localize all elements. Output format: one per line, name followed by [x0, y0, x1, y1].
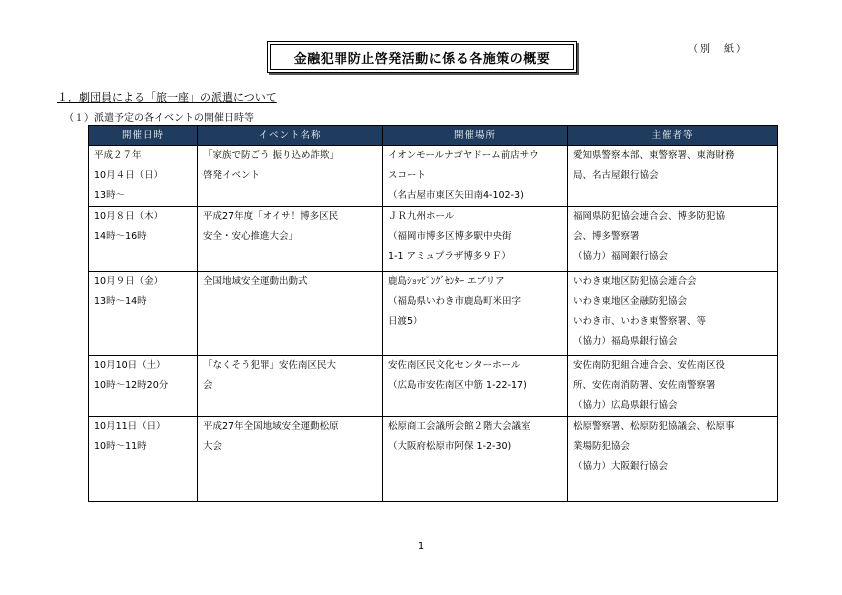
cell-event: [198, 356, 383, 417]
cell-event: [198, 146, 383, 207]
cell-line: 「家族で防ごう 振り込め詐欺」: [203, 150, 340, 161]
cell-line: 「なくそう犯罪」安佐南区民大: [203, 360, 337, 371]
cell-line: 安全・安心推進大会」: [203, 231, 299, 242]
header-date: 開催日時: [89, 126, 198, 146]
header-venue: 開催場所: [383, 126, 568, 146]
cell-line: 鹿島ｼｮｯﾋﾟﾝｸﾞｾﾝﾀｰ エブリア: [388, 276, 505, 287]
cell-line: 日渡5）: [388, 316, 423, 327]
cell-line: 13時～: [94, 190, 126, 201]
cell-venue: [383, 417, 568, 502]
cell-line: 全国地域安全運動出動式: [203, 276, 308, 287]
cell-organizer: [568, 272, 778, 356]
cell-organizer: [568, 146, 778, 207]
cell-line: 松原商工会議所会館２階大会議室: [388, 421, 531, 432]
cell-line: いわき市、いわき東警察署、等: [573, 316, 707, 327]
cell-line: （福岡市博多区博多駅中央街: [388, 231, 512, 242]
cell-event: [198, 272, 383, 356]
cell-line: 13時～14時: [94, 296, 147, 307]
cell-line: 大会: [203, 441, 223, 452]
cell-line: いわき東地区防犯協会連合会: [573, 276, 697, 287]
table-row: [89, 207, 778, 272]
cell-line: ＪＲ九州ホール: [388, 211, 455, 222]
table-row: [89, 356, 778, 417]
cell-line: 平成２７年: [94, 150, 142, 161]
cell-line: 10時～12時20分: [94, 380, 169, 391]
cell-line: 10時～11時: [94, 441, 147, 452]
cell-line: 所、安佐南消防署、安佐南警察署: [573, 380, 716, 391]
cell-line: （福島県いわき市鹿島町米田字: [388, 296, 522, 307]
cell-line: 啓発イベント: [203, 170, 261, 181]
cell-date: [89, 272, 198, 356]
subsection-heading: （１）派遣予定の各イベントの開催日時等: [64, 113, 254, 124]
cell-organizer: [568, 207, 778, 272]
cell-line: イオンモールナゴヤドーム前店サウ: [388, 150, 539, 161]
table-row: [89, 146, 778, 207]
cell-date: [89, 417, 198, 502]
cell-line: 10月11日（日）: [94, 421, 166, 432]
cell-line: （名古屋市東区矢田南4-102-3): [388, 190, 524, 201]
cell-organizer: [568, 356, 778, 417]
events-table: [88, 125, 778, 502]
cell-line: （協力）福島県銀行協会: [573, 336, 678, 347]
cell-line: （大阪府松原市阿保 1-2-30): [388, 441, 512, 452]
table-row: [89, 417, 778, 502]
cell-line: スコート: [388, 170, 427, 181]
cell-line: （協力）大阪銀行協会: [573, 461, 669, 472]
cell-organizer: [568, 417, 778, 502]
cell-line: 10月４日（日）: [94, 170, 164, 181]
cell-venue: [383, 207, 568, 272]
cell-date: [89, 146, 198, 207]
cell-venue: [383, 272, 568, 356]
header-event: イベント名称: [198, 126, 383, 146]
document-title-box: [267, 41, 577, 73]
section-heading: １．劇団員による「旅一座」の派遣について: [57, 91, 277, 104]
cell-line: 10月10日（土）: [94, 360, 166, 371]
cell-date: [89, 207, 198, 272]
cell-line: いわき東地区金融防犯協会: [573, 296, 688, 307]
table-row: [89, 272, 778, 356]
cell-line: （広島市安佐南区中筋 1-22-17): [388, 380, 527, 391]
cell-line: 10月９日（金）: [94, 276, 164, 287]
cell-line: 平成27年度「オイサ！博多区民: [203, 211, 339, 222]
cell-line: 福岡県防犯協会連合会、博多防犯協: [573, 211, 726, 222]
cell-line: （協力）福岡銀行協会: [573, 251, 669, 262]
cell-venue: [383, 356, 568, 417]
cell-line: 会: [203, 380, 213, 391]
cell-line: （協力）広島県銀行協会: [573, 400, 678, 411]
cell-line: 局、名古屋銀行協会: [573, 170, 659, 181]
cell-line: 安佐南区民文化センターホール: [388, 360, 521, 371]
cell-line: 平成27年全国地域安全運動松原: [203, 421, 339, 432]
cell-line: 10月８日（木）: [94, 211, 164, 222]
cell-line: 1-1 アミュプラザ博多９Ｆ）: [388, 251, 511, 262]
cell-line: 安佐南防犯組合連合会、安佐南区役: [573, 360, 726, 371]
cell-line: 14時～16時: [94, 231, 147, 242]
table-header-row: [89, 126, 778, 146]
cell-venue: [383, 146, 568, 207]
cell-event: [198, 417, 383, 502]
page-number: 1: [417, 541, 425, 552]
cell-line: 松原警察署、松原防犯協議会、松原事: [573, 421, 735, 432]
cell-event: [198, 207, 383, 272]
document-title: 金融犯罪防止啓発活動に係る各施策の概要: [293, 51, 551, 67]
cell-line: 会、博多警察署: [573, 231, 640, 242]
cell-line: 業場防犯協会: [573, 441, 631, 452]
attachment-label: （別 紙）: [688, 44, 748, 55]
cell-date: [89, 356, 198, 417]
cell-line: 愛知県警察本部、東警察署、東海財務: [573, 150, 735, 161]
header-organizer: 主催者等: [568, 126, 778, 146]
